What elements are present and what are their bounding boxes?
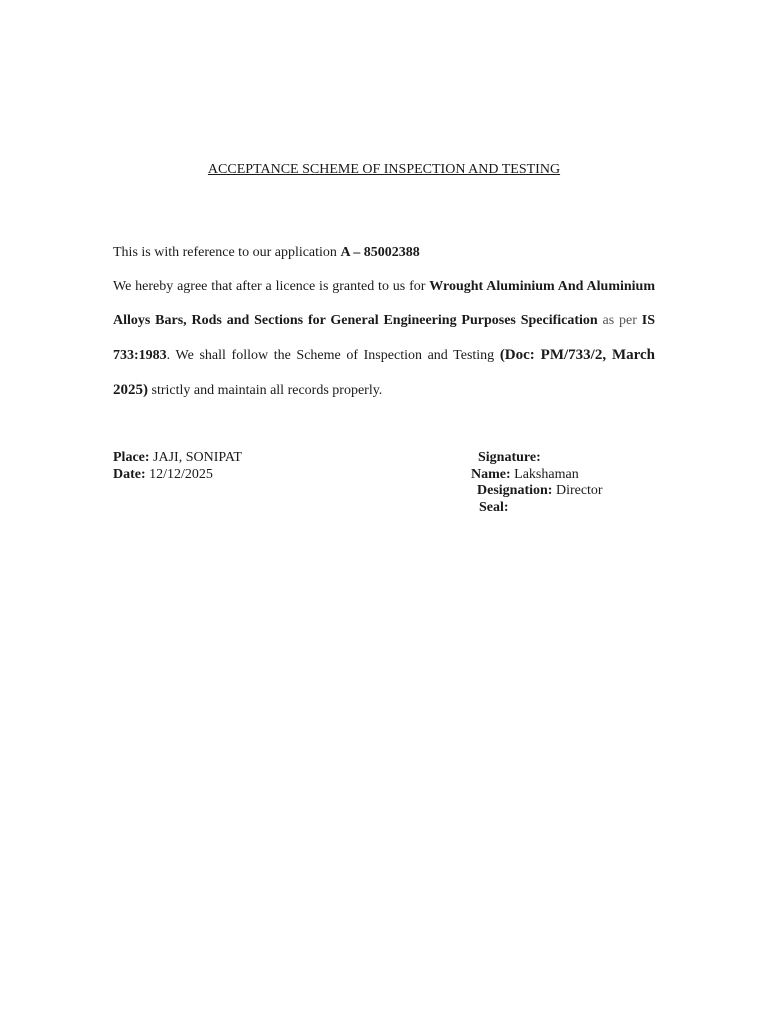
place-value: JAJI, SONIPAT <box>149 450 242 465</box>
reference-prefix: This is with reference to our application <box>113 245 341 260</box>
designation-value: Director <box>552 483 603 498</box>
place-label: Place: <box>113 450 150 465</box>
paragraph-intro: We hereby agree that after a licence is granted to us for <box>113 279 430 294</box>
signature-label: Signature: <box>478 450 541 465</box>
doc-reference: (Doc: PM/733/2, March 2025) <box>113 347 655 398</box>
seal-row <box>479 499 509 516</box>
paragraph-end: strictly and maintain all records properly. <box>148 383 383 398</box>
product-name: Wrought Aluminium And Aluminium Alloys Bars, Rods and Sections for General Engineering Purposes Specification <box>113 279 656 328</box>
designation-label: Designation: <box>477 483 553 498</box>
date-value: 12/12/2025 <box>145 467 213 482</box>
application-number: A – 85002388 <box>340 245 420 260</box>
signature-row <box>478 449 541 466</box>
name-value: Lakshaman <box>510 467 579 482</box>
seal-label: Seal: <box>479 500 509 515</box>
date-label: Date: <box>113 467 146 482</box>
designation-row <box>477 482 603 499</box>
agreement-paragraph <box>113 270 655 408</box>
reference-line <box>113 245 420 261</box>
name-row <box>471 466 579 483</box>
document-title: ACCEPTANCE SCHEME OF INSPECTION AND TESTING <box>207 162 561 177</box>
place-date-block <box>113 449 242 483</box>
paragraph-middle: . We shall follow the Scheme of Inspection and Testing <box>166 348 500 363</box>
name-label: Name: <box>471 467 511 482</box>
place-row <box>113 449 242 466</box>
date-row <box>113 466 242 483</box>
as-per-text: as per <box>597 313 642 328</box>
standard-number: IS 733:1983 <box>113 313 655 363</box>
